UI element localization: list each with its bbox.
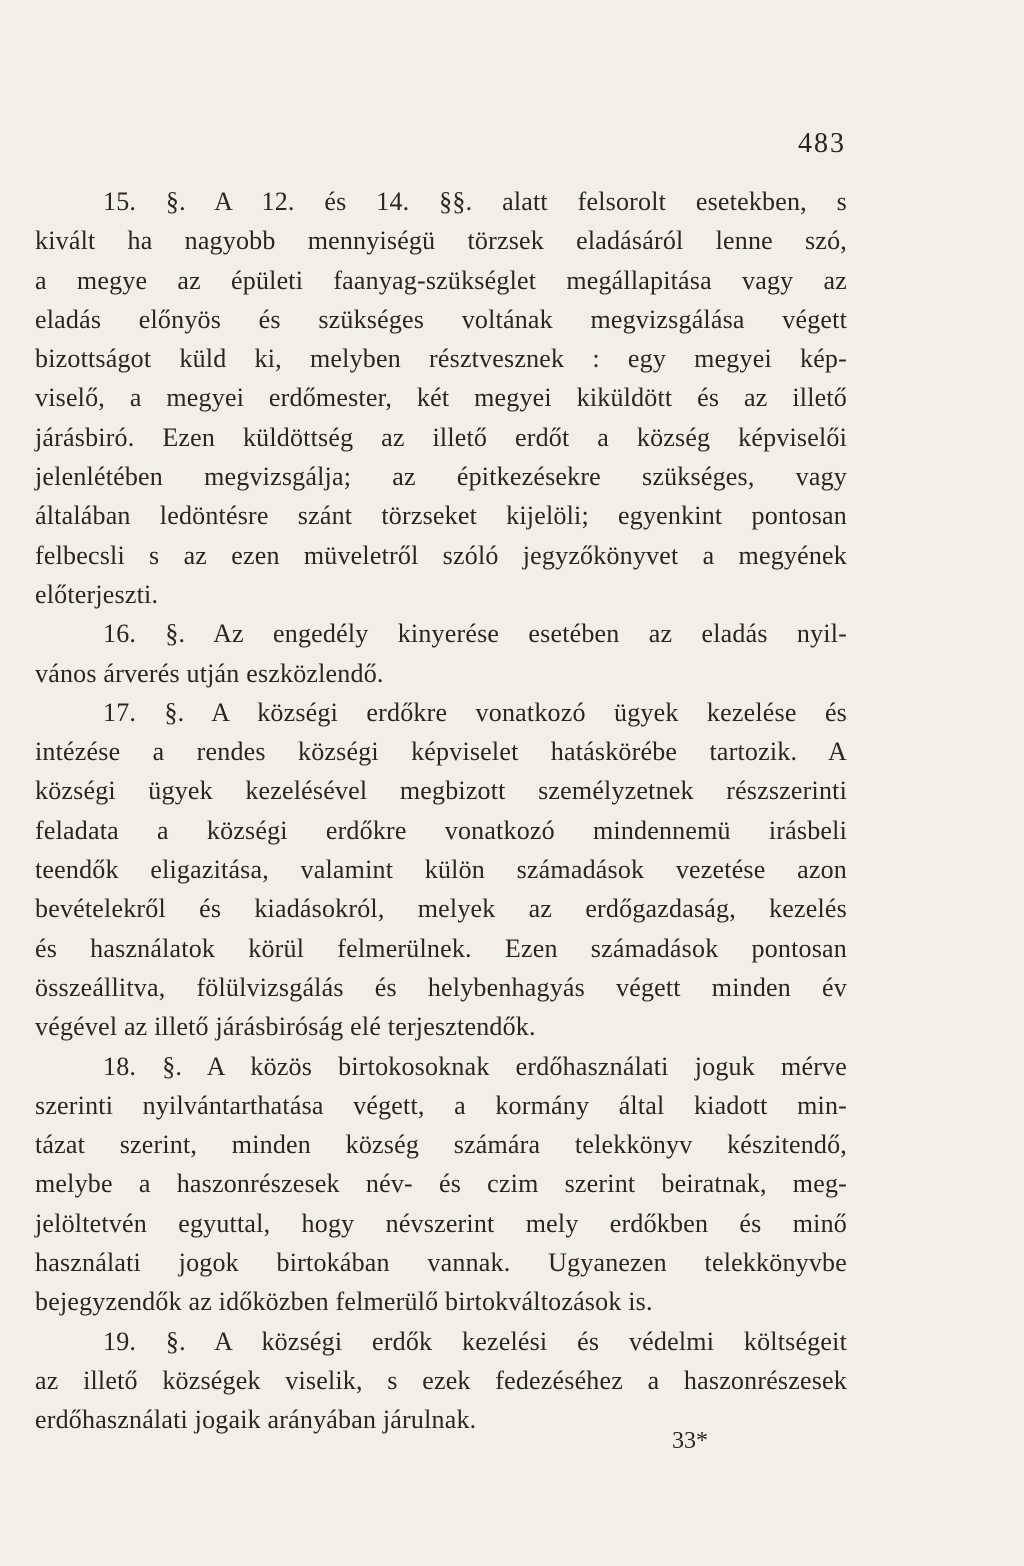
text-line: használati jogok birtokában vannak. Ugyanezen telekkönyvbe [35, 1248, 847, 1278]
text-line: összeállitva, fölülvizsgálás és helybenhagyás végett minden év [35, 972, 847, 1002]
text-line: szerinti nyilvántarthatása végett, a kormány által kiadott min- [35, 1090, 847, 1120]
text-line: bizottságot küld ki, melyben résztvesznek : egy megyei kép- [35, 344, 847, 374]
text-line: járásbiró. Ezen küldöttség az illető erdőt a község képviselői [35, 422, 847, 452]
text-line: teendők eligazitása, valamint külön számadások vezetése azon [35, 855, 847, 885]
text-line: eladás előnyös és szükséges voltának megvizsgálása végett [35, 304, 847, 334]
text-line: előterjeszti. [35, 579, 159, 609]
text-line: vános árverés utján eszközlendő. [35, 658, 384, 688]
body-text [35, 182, 847, 1440]
text-line: 17. §. A községi erdőkre vonatkozó ügyek kezelése és [103, 697, 847, 727]
text-line: bejegyzendők az időközben felmerülő birtokváltozások is. [35, 1287, 653, 1317]
text-line: erdőhasználati jogaik arányában járulnak. [35, 1405, 477, 1435]
text-line: bevételekről és kiadásokról, melyek az erdőgazdaság, kezelés [35, 894, 847, 924]
page-number: 483 [798, 128, 846, 159]
text-line: tázat szerint, minden község számára telekkönyv készitendő, [35, 1130, 847, 1160]
text-line: az illető községek viselik, s ezek fedezéséhez a haszonrészesek [35, 1365, 847, 1395]
text-line: viselő, a megyei erdőmester, két megyei kiküldött és az illető [35, 383, 847, 413]
text-line: jelöltetvén egyuttal, hogy névszerint mely erdőkben és minő [35, 1208, 847, 1238]
text-line: felbecsli s az ezen müveletről szóló jegyzőkönyvet a megyének [35, 540, 847, 570]
text-line: kivált ha nagyobb mennyiségü törzsek eladásáról lenne szó, [35, 226, 847, 256]
text-line: általában ledöntésre szánt törzseket kijelöli; egyenkint pontosan [35, 501, 847, 531]
text-line: községi ügyek kezelésével megbizott személyzetnek részszerinti [35, 776, 847, 806]
text-line: a megye az épületi faanyag-szükséglet megállapitása vagy az [35, 265, 847, 295]
text-line: jelenlétében megvizsgálja; az épitkezésekre szükséges, vagy [35, 462, 847, 492]
text-line: és használatok körül felmerülnek. Ezen számadások pontosan [35, 933, 847, 963]
text-line: feladata a községi erdőkre vonatkozó mindennemü irásbeli [35, 815, 847, 845]
text-line: 16. §. Az engedély kinyerése esetében az eladás nyil- [103, 619, 847, 649]
text-line: 19. §. A községi erdők kezelési és védelmi költségeit [103, 1326, 847, 1356]
text-line: végével az illető járásbiróság elé terjesztendők. [35, 1012, 536, 1042]
text-line: 15. §. A 12. és 14. §§. alatt felsorolt esetekben, s [103, 187, 847, 216]
signature-mark: 33* [672, 1428, 708, 1454]
text-line: 18. §. A közös birtokosoknak erdőhasználati joguk mérve [103, 1051, 847, 1081]
text-line: intézése a rendes községi képviselet hatáskörébe tartozik. A [35, 737, 847, 767]
text-line: melybe a haszonrészesek név- és czim szerint beiratnak, meg- [35, 1169, 847, 1199]
